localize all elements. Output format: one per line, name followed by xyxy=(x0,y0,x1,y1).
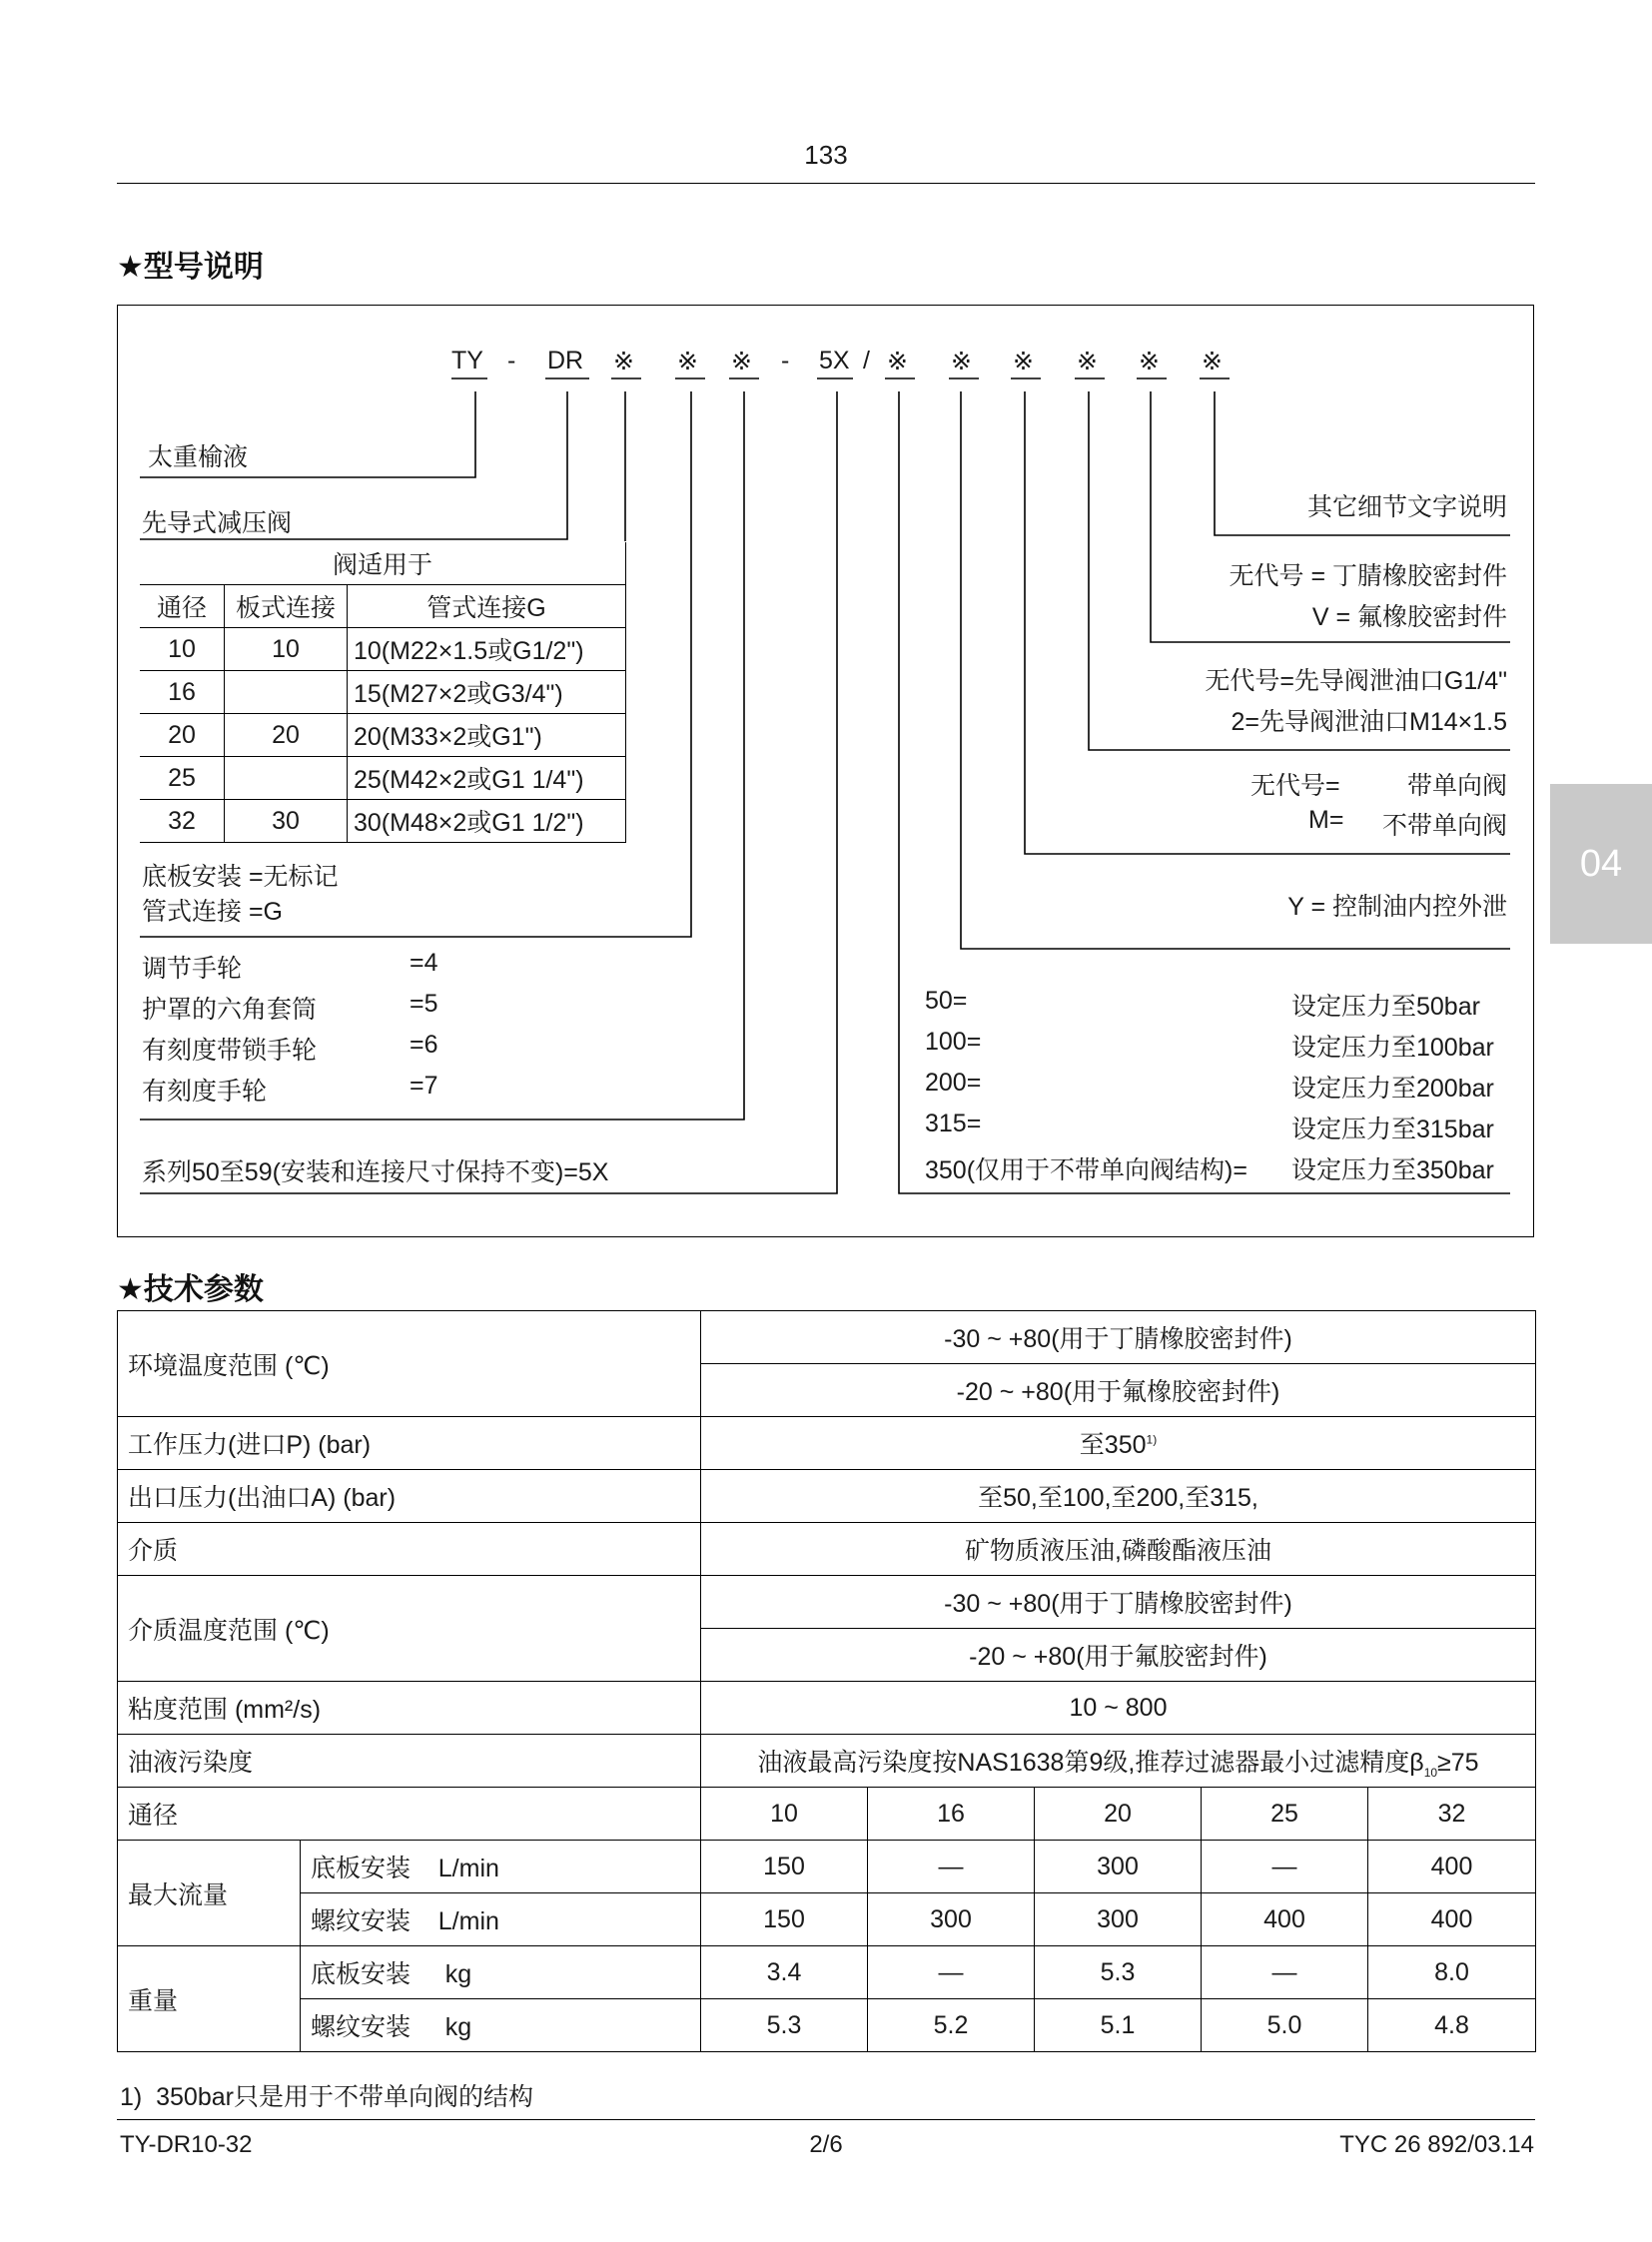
code-x-5: ※ xyxy=(951,348,972,375)
weight-value: 3.4 xyxy=(701,1946,868,1999)
flow-value: 400 xyxy=(1368,1841,1536,1893)
weight-value: 5.3 xyxy=(1035,1946,1202,1999)
cell-value: 矿物质液压油,磷酸酯液压油 xyxy=(701,1523,1536,1576)
table-row xyxy=(118,1576,1536,1629)
cell-value: -30 ~ +80(用于丁腈橡胶密封件) xyxy=(701,1311,1536,1364)
pressure-desc: 设定压力至350bar xyxy=(1291,1156,1494,1184)
size-table-header: 管式连接G xyxy=(348,585,626,628)
row-label: 通径 xyxy=(118,1788,701,1841)
table-row xyxy=(140,714,626,757)
label-seal-2: V = 氟橡胶密封件 xyxy=(1311,603,1507,631)
label-adj-code: =7 xyxy=(410,1072,438,1100)
label-check-2-code: M= xyxy=(1308,806,1344,834)
table-row xyxy=(118,1417,1536,1470)
pressure-code: 315= xyxy=(925,1110,982,1137)
flow-value: 300 xyxy=(1035,1893,1202,1946)
pressure-desc: 设定压力至315bar xyxy=(1291,1116,1494,1143)
flow-value: 400 xyxy=(1368,1893,1536,1946)
code-slash: / xyxy=(863,347,870,374)
code-x-4: ※ xyxy=(887,348,908,375)
footer-page: 2/6 xyxy=(809,2131,843,2158)
size-cell: 20 xyxy=(225,714,348,757)
footnote: 1) 350bar只是用于不带单向阀的结构 xyxy=(120,2083,533,2111)
code-5x: 5X xyxy=(819,347,850,374)
label-check-2-desc: 不带单向阀 xyxy=(1381,812,1507,840)
row-label: 环境温度范围 (℃) xyxy=(118,1311,701,1417)
table-row xyxy=(118,1893,1536,1946)
label-check-1-desc: 带单向阀 xyxy=(1406,772,1507,800)
table-row xyxy=(118,1788,1536,1841)
flow-value: 300 xyxy=(868,1893,1035,1946)
table-row xyxy=(118,1999,1536,2052)
pressure-code: 100= xyxy=(925,1028,982,1056)
label-adj: 有刻度手轮 xyxy=(142,1078,268,1106)
size-cell xyxy=(225,757,348,800)
label-drain-2: 2=先导阀泄油口M14×1.5 xyxy=(1231,708,1507,736)
table-row xyxy=(118,1946,1536,1999)
row-label: 重量 xyxy=(118,1946,301,2052)
table-row xyxy=(140,671,626,714)
size-cell: 20 xyxy=(140,714,225,757)
table-row xyxy=(118,1470,1536,1523)
code-x-8: ※ xyxy=(1139,348,1160,375)
chapter-tab: 04 xyxy=(1550,784,1652,944)
footer-right: TYC 26 892/03.14 xyxy=(1339,2131,1534,2158)
table-row xyxy=(118,1682,1536,1735)
size-cell: 25(M42×2或G1 1/4") xyxy=(348,757,626,800)
pressure-desc: 设定压力至200bar xyxy=(1291,1075,1494,1103)
pressure-code: 50= xyxy=(925,987,968,1015)
label-adj-code: =5 xyxy=(410,990,438,1018)
cell-value: -20 ~ +80(用于氟橡胶密封件) xyxy=(701,1364,1536,1417)
code-x-1: ※ xyxy=(613,348,634,375)
row-label: 介质温度范围 (℃) xyxy=(118,1576,701,1682)
weight-value: 5.2 xyxy=(868,1999,1035,2052)
flow-value: 400 xyxy=(1202,1893,1368,1946)
size-cell: 30 xyxy=(225,800,348,843)
code-x-6: ※ xyxy=(1013,348,1034,375)
cell-value: 10 ~ 800 xyxy=(701,1682,1536,1735)
cell-value: -20 ~ +80(用于氟胶密封件) xyxy=(701,1629,1536,1682)
cell-value xyxy=(701,1417,1536,1470)
size-cell: 20(M33×2或G1") xyxy=(348,714,626,757)
flow-value: 150 xyxy=(701,1893,868,1946)
table-row xyxy=(118,1523,1536,1576)
contam-subscript: 10 xyxy=(1423,1765,1438,1780)
page-number: 133 xyxy=(804,140,848,170)
flow-value: — xyxy=(868,1841,1035,1893)
label-manufacturer: 太重榆液 xyxy=(148,443,249,471)
table-row xyxy=(118,1311,1536,1364)
size-cell: 32 xyxy=(140,800,225,843)
label-seal-1: 无代号 = 丁腈橡胶密封件 xyxy=(1229,562,1507,590)
weight-value: — xyxy=(868,1946,1035,1999)
table-row xyxy=(140,757,626,800)
flow-value: — xyxy=(1202,1841,1368,1893)
size-table xyxy=(140,542,626,843)
code-dash-1: - xyxy=(507,347,516,374)
label-adj: 护罩的六角套筒 xyxy=(142,996,318,1024)
size-cell: 10 xyxy=(140,628,225,671)
label-install-base: 底板安装 =无标记 xyxy=(142,863,339,891)
row-label: 最大流量 xyxy=(118,1841,301,1946)
row-label: 油液污染度 xyxy=(118,1735,701,1788)
label-adj: 有刻度带锁手轮 xyxy=(142,1037,318,1065)
label-series: 系列50至59(安装和连接尺寸保持不变)=5X xyxy=(142,1158,609,1186)
sub-label: 底板安装 L/min xyxy=(301,1841,701,1893)
label-adj-code: =4 xyxy=(410,949,438,977)
label-check-1-code: 无代号= xyxy=(1250,772,1340,800)
pressure-desc: 设定压力至100bar xyxy=(1291,1034,1494,1062)
label-control: Y = 控制油内控外泄 xyxy=(1287,893,1507,921)
weight-value: 5.3 xyxy=(701,1999,868,2052)
code-dr: DR xyxy=(547,347,584,374)
code-dash-2: - xyxy=(781,347,790,374)
table-row xyxy=(140,628,626,671)
label-install-pipe: 管式连接 =G xyxy=(142,898,283,926)
row-label: 粘度范围 (mm²/s) xyxy=(118,1682,701,1735)
pressure-desc: 设定压力至50bar xyxy=(1291,993,1480,1021)
flow-value: 300 xyxy=(1035,1841,1202,1893)
flow-value: 150 xyxy=(701,1841,868,1893)
code-x-7: ※ xyxy=(1077,348,1098,375)
table-row xyxy=(118,1841,1536,1893)
weight-value: 8.0 xyxy=(1368,1946,1536,1999)
row-label: 出口压力(出油口A) (bar) xyxy=(118,1470,701,1523)
size-cell xyxy=(225,671,348,714)
row-label: 工作压力(进口P) (bar) xyxy=(118,1417,701,1470)
cell-value: -30 ~ +80(用于丁腈橡胶密封件) xyxy=(701,1576,1536,1629)
cell-value: 至50,至100,至200,至315, xyxy=(701,1470,1536,1523)
section-title-model: ★型号说明 xyxy=(117,251,264,284)
label-drain-1: 无代号=先导阀泄油口G1/4" xyxy=(1205,667,1507,695)
pressure-code: 200= xyxy=(925,1069,982,1097)
code-x-9: ※ xyxy=(1202,348,1223,375)
size-value: 10 xyxy=(701,1788,868,1841)
footer-left: TY-DR10-32 xyxy=(120,2131,253,2158)
size-cell: 16 xyxy=(140,671,225,714)
section-title-tech: ★技术参数 xyxy=(117,1273,264,1306)
label-adj-code: =6 xyxy=(410,1031,438,1059)
contam-text: 油液最高污染度按NAS1638第9级,推荐过滤器最小过滤精度β xyxy=(757,1748,1424,1777)
footer-rule xyxy=(117,2119,1535,2120)
size-table-header: 板式连接 xyxy=(225,585,348,628)
size-table-header: 通径 xyxy=(140,585,225,628)
code-ty: TY xyxy=(451,347,483,374)
label-adj: 调节手轮 xyxy=(142,955,243,983)
label-other: 其它细节文字说明 xyxy=(1306,493,1507,521)
size-value: 25 xyxy=(1202,1788,1368,1841)
weight-value: 5.1 xyxy=(1035,1999,1202,2052)
weight-value: 5.0 xyxy=(1202,1999,1368,2052)
weight-value: — xyxy=(1202,1946,1368,1999)
tech-params-table xyxy=(117,1310,1536,2052)
table-row xyxy=(140,800,626,843)
size-cell: 10 xyxy=(225,628,348,671)
table-row xyxy=(118,1735,1536,1788)
label-valve-type: 先导式减压阀 xyxy=(142,509,293,537)
sub-label: 螺纹安装 kg xyxy=(301,1999,701,2052)
sub-label: 底板安装 kg xyxy=(301,1946,701,1999)
size-cell: 25 xyxy=(140,757,225,800)
row-label: 介质 xyxy=(118,1523,701,1576)
code-x-3: ※ xyxy=(731,348,752,375)
work-pressure-value: 至350 xyxy=(1079,1431,1147,1459)
pressure-code: 350(仅用于不带单向阀结构)= xyxy=(925,1156,1247,1184)
size-cell: 10(M22×1.5或G1/2") xyxy=(348,628,626,671)
sub-label: 螺纹安装 L/min xyxy=(301,1893,701,1946)
contam-tail: ≥75 xyxy=(1437,1748,1479,1777)
size-value: 32 xyxy=(1368,1788,1536,1841)
size-value: 16 xyxy=(868,1788,1035,1841)
size-table-header-top: 阀适用于 xyxy=(140,542,626,585)
size-cell: 30(M48×2或G1 1/2") xyxy=(348,800,626,843)
weight-value: 4.8 xyxy=(1368,1999,1536,2052)
size-value: 20 xyxy=(1035,1788,1202,1841)
code-x-2: ※ xyxy=(677,348,698,375)
cell-value xyxy=(701,1735,1536,1788)
footnote-ref: 1) xyxy=(1146,1432,1158,1447)
size-cell: 15(M27×2或G3/4") xyxy=(348,671,626,714)
